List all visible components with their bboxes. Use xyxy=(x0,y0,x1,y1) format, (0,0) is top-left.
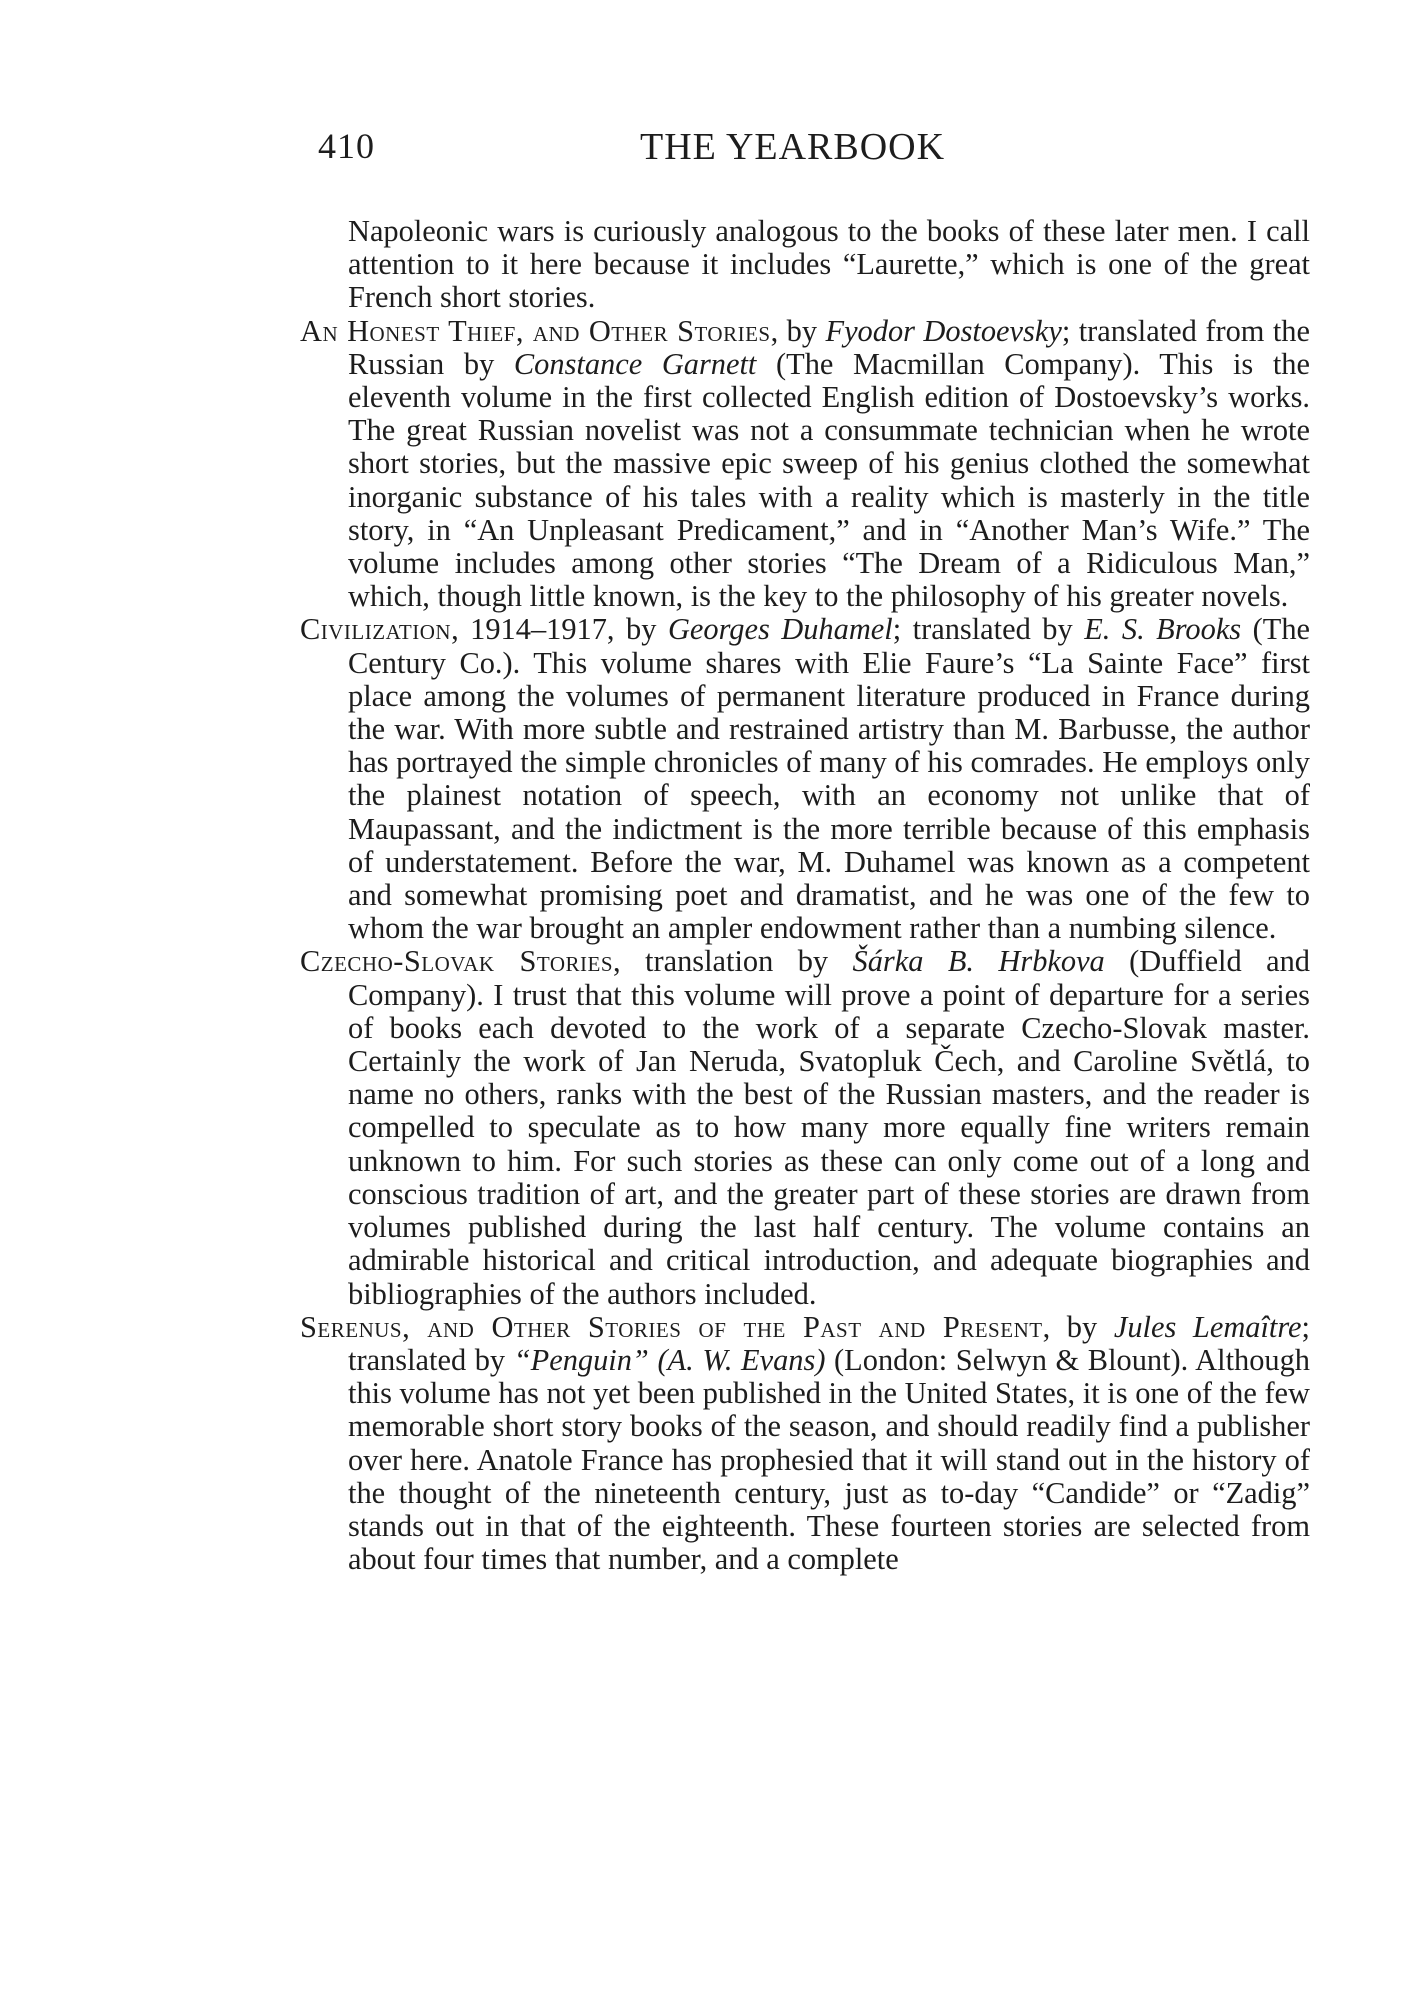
entry-body: (London: Selwyn & Blount). Although this volume has not yet been published in the United States, it is one of the few memorable short story books of the season, and should readily find a publisher over here. Anatole France has prophesied that it will stand out in the history of the thought of the nineteenth century, just as to-day “Candide” or “Zadig” stands out in that of the eighteenth. These fourteen stories are selected from about four times that number, and a complete xyxy=(348,1342,1310,1577)
book-translator: E. S. Brooks xyxy=(1084,612,1242,647)
entry-separator: , translation by xyxy=(613,944,853,979)
entry-separator: ; translated by xyxy=(892,612,1085,647)
entry-separator: ; translated from the Russian by xyxy=(348,313,1310,381)
book-translator: “Penguin” (A. W. Evans) xyxy=(513,1342,826,1377)
book-author: Fyodor Dostoevsky xyxy=(825,313,1062,348)
entry-body: (Duffield and Company). I trust that this volume will prove a point of departure for a series of books each devoted to the work of a separate Czecho-Slovak master. Certainly the work of Jan Neruda, Svatopluk Čech, and Caroline Světlá, to name no others, ranks with the best of the Russian masters, and the reader is compelled to speculate as to how many more equally fine writers remain unknown to him. For such stories as these can only come out of a long and conscious tradition of art, and the greater part of these stories are drawn from volumes published during the last half century. The volume contains an admirable historical and critical introduction, and adequate biographies and bibliographies of the authors included. xyxy=(348,944,1310,1311)
running-head: THE YEARBOOK xyxy=(640,126,946,168)
book-title: Serenus, and Other Stories of the Past and Present xyxy=(300,1309,1043,1344)
entry-separator: , by xyxy=(1042,1309,1114,1344)
book-entry-an-honest-thief xyxy=(300,315,1310,614)
book-author: Georges Duhamel xyxy=(667,612,893,647)
book-entry-serenus xyxy=(300,1311,1310,1577)
book-entry-czecho-slovak-stories xyxy=(300,945,1310,1310)
book-title: An Honest Thief, and Other Stories xyxy=(300,313,771,348)
page-body xyxy=(300,215,1310,1576)
book-title: Czecho-Slovak Stories xyxy=(300,944,614,979)
entry-body: (The Century Co.). This volume shares with Elie Faure’s “La Sainte Face” first place among the volumes of permanent literature produced in France during the war. With more subtle and restrained artistry than M. Barbusse, the author has portrayed the simple chronicles of many of his comrades. He employs only the plainest notation of speech, with an economy not unlike that of Maupassant, and the indictment is the more terrible because of this emphasis of understatement. Before the war, M. Duhamel was known as a competent and somewhat promising poet and dramatist, and he was one of the few to whom the war brought an ampler endowment rather than a numbing silence. xyxy=(348,612,1311,946)
book-title: Civilization xyxy=(300,612,452,647)
book-entry-civilization xyxy=(300,613,1310,945)
book-translator: Constance Garnett xyxy=(513,346,757,381)
entry-separator: ; translated by xyxy=(348,1309,1310,1377)
entry-separator: , 1914–1917, by xyxy=(451,612,668,647)
book-author: Šárka B. Hrbkova xyxy=(852,944,1105,979)
book-author: Jules Lemaître xyxy=(1113,1309,1302,1344)
continuation-paragraph: Napoleonic wars is curiously analogous to the books of these later men. I call attention to it here because it includes “Laurette,” which is one of the great French short stories. xyxy=(348,214,1310,315)
entry-body: (The Macmillan Company). This is the eleventh volume in the first collected English edition of Dostoevsky’s works. The great Russian novelist was not a consummate technician when he wrote short stories, but the massive epic sweep of his genius clothed the somewhat inorganic substance of his tales with a reality which is masterly in the title story, in “An Unpleasant Predicament,” and in “Another Man’s Wife.” The volume includes among other stories “The Dream of a Ridiculous Man,” which, though little known, is the key to the philosophy of his greater novels. xyxy=(348,346,1310,614)
entry-separator: , by xyxy=(770,313,826,348)
page-number: 410 xyxy=(318,126,375,166)
page-header xyxy=(318,125,1048,181)
